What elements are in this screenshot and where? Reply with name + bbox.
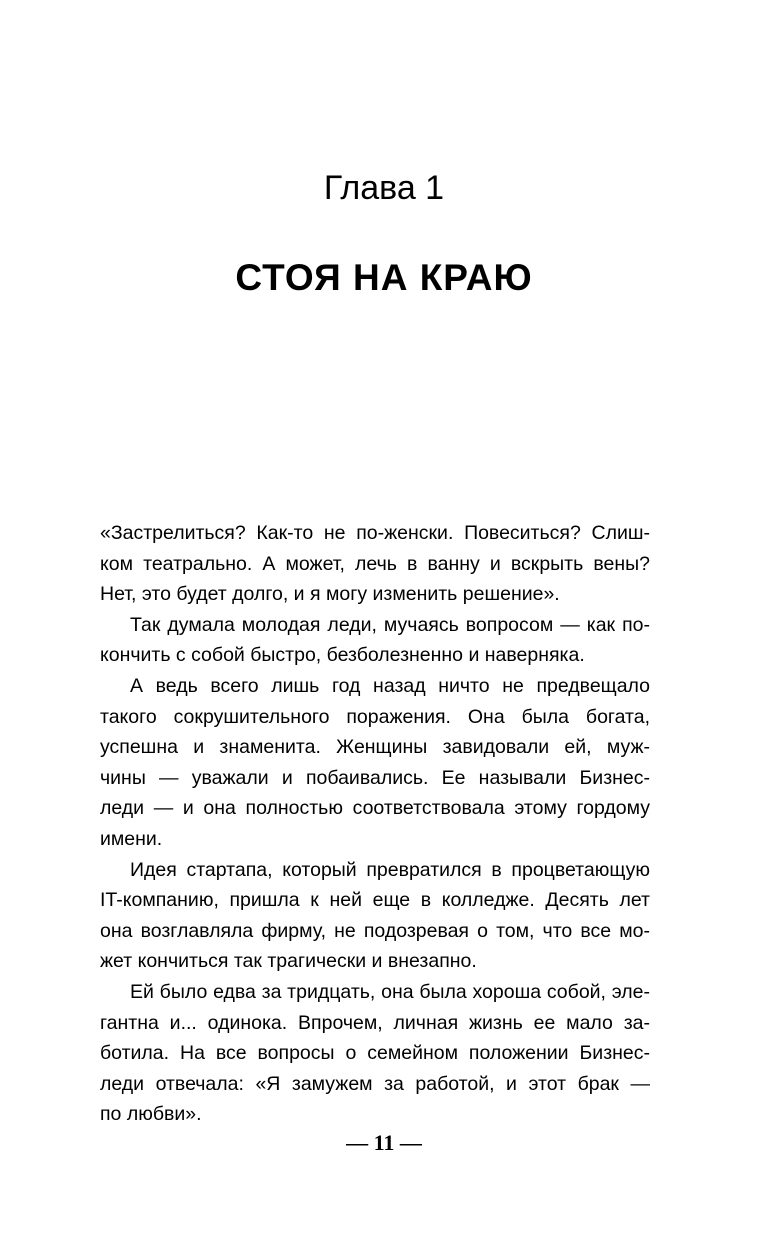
text-line: IT-компанию, пришла к ней еще в колледже. Десять лет (100, 889, 650, 912)
paragraph (100, 671, 650, 855)
text-line: Идея стартапа, который превратился в процветающую (130, 858, 650, 881)
text-line: чины — уважали и побаивались. Ее называли Бизнес- (100, 766, 650, 789)
paragraph (100, 518, 650, 610)
page-number: — 11 — (346, 1130, 422, 1155)
text-line: имени. (100, 827, 163, 850)
chapter-label: Глава 1 (323, 169, 445, 207)
text-line: успешна и знаменита. Женщины завидовали ей, муж- (100, 736, 650, 759)
text-line: Нет, это будет долго, и я могу изменить решение». (100, 583, 560, 606)
paragraph (100, 855, 650, 977)
text-line: она возглавляла фирму, не подозревая о том, что все мо- (100, 919, 650, 942)
text-line: такого сокрушительного поражения. Она была богата, (100, 705, 650, 728)
text-line: А ведь всего лишь год назад ничто не предвещало (130, 674, 650, 697)
chapter-body (100, 518, 650, 1130)
text-line: по любви». (100, 1103, 202, 1126)
text-line: гантна и... одинока. Впрочем, личная жизнь ее мало за- (100, 1011, 650, 1034)
text-line: леди — и она полностью соответствовала этому гордому (100, 797, 650, 820)
text-line: Так думала молодая леди, мучаясь вопросом — как по- (130, 613, 650, 636)
paragraph (100, 977, 650, 1130)
text-line: ком театрально. А может, лечь в ванну и вскрыть вены? (100, 552, 650, 575)
chapter-title: СТОЯ НА КРАЮ (235, 257, 533, 298)
text-line: жет кончиться так трагически и внезапно. (100, 950, 477, 973)
paragraph (100, 610, 650, 671)
text-line: «Застрелиться? Как-то не по-женски. Повеситься? Слиш- (100, 522, 650, 544)
text-line: ботила. На все вопросы о семейном положении Бизнес- (100, 1042, 650, 1065)
text-line: кончить с собой быстро, безболезненно и наверняка. (100, 644, 585, 667)
text-line: Ей было едва за тридцать, она была хороша собой, эле- (130, 980, 650, 1003)
text-line: леди отвечала: «Я замужем за работой, и этот брак — (100, 1072, 650, 1095)
